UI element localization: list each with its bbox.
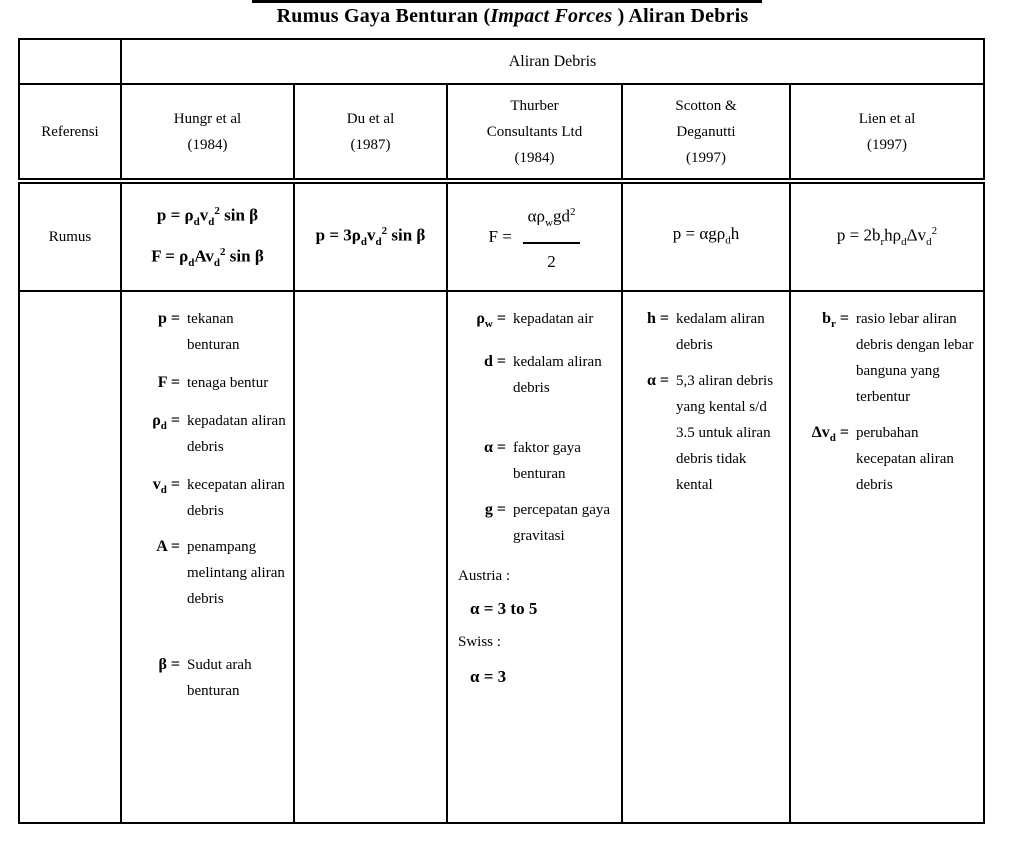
definition-symbol: $\rho_d$ = (152, 412, 180, 433)
group-header-cell: Aliran Debris (121, 39, 984, 84)
formula-cell-lien (790, 181, 984, 291)
definition-item (454, 306, 617, 337)
note-alpha-austria: α = 3 to 5 (470, 599, 538, 619)
definition-description: Sudut arah benturan (187, 657, 252, 699)
col-header-line: Deganutti (676, 123, 736, 140)
definition-description: percepatan gaya gravitasi (513, 502, 611, 545)
definition-symbol: β = (158, 656, 180, 673)
formula-cell-hungr (121, 181, 294, 291)
formula-hungr-pressure: $p = \rho_dv_d^2$ sin β (156, 204, 259, 228)
col-header-line: Lien et al (858, 110, 916, 127)
formula-row (19, 181, 984, 291)
definition-description: tekanan benturan (187, 311, 240, 353)
formula-thurber-fraction (523, 197, 581, 276)
definition-symbol: α = (646, 372, 669, 389)
definition-symbol: g = (484, 501, 506, 519)
col-header-line: (1997) (686, 149, 726, 166)
definition-item (797, 306, 979, 410)
col-header-line: (1997) (867, 136, 907, 153)
empty-definitions-label-cell (19, 291, 121, 823)
definition-item (629, 306, 785, 358)
definition-symbol: $v_d$ = (152, 476, 180, 497)
impact-forces-table (18, 38, 985, 824)
definition-item (128, 472, 289, 524)
definition-item (629, 368, 785, 498)
definition-symbol: $\rho_w$ = (476, 310, 506, 331)
definition-item (797, 420, 979, 498)
definition-description: kepadatan aliran debris (187, 413, 286, 455)
definition-symbol: $\Delta v_d$ = (811, 424, 849, 445)
col-header-line: Du et al (346, 110, 395, 127)
definition-item (454, 497, 617, 549)
definition-description: tenaga bentur (187, 375, 269, 391)
note-region-austria: Austria : (458, 568, 511, 585)
col-header-hungr (121, 84, 294, 181)
definition-item (128, 652, 289, 704)
col-header-lien (790, 84, 984, 181)
referensi-label-cell: Referensi (19, 84, 121, 181)
fraction-denominator: 2 (547, 251, 556, 271)
definitions-row (19, 291, 984, 823)
definition-symbol: p = (157, 310, 180, 327)
note-region-swiss: Swiss : (458, 634, 501, 651)
col-header-thurber (447, 84, 622, 181)
col-header-line: (1984) (187, 136, 228, 153)
title-italic: Impact Forces (490, 5, 613, 27)
definitions-hungr (121, 291, 294, 823)
col-header-line: Consultants Ltd (486, 123, 583, 140)
col-header-line: Thurber (510, 97, 559, 114)
formula-cell-thurber (447, 181, 622, 291)
col-header-scotton (622, 84, 790, 181)
note-alpha-swiss: α = 3 (470, 667, 507, 687)
formula-lien: $p = 2b_rh\rho_d\Delta v_d^2$ (836, 225, 938, 249)
definition-symbol: F = (157, 374, 180, 391)
definition-symbol: d = (483, 353, 506, 371)
formula-cell-du (294, 181, 447, 291)
definition-item (454, 349, 617, 401)
definitions-thurber (447, 291, 622, 823)
col-header-line: Hungr et al (173, 110, 242, 127)
definition-item (128, 408, 289, 460)
fraction-numerator: $\alpha\rho_wgd^2$ (523, 197, 581, 243)
formula-du: $p = 3\rho_dv_d^2$ sin β (315, 225, 426, 249)
definition-item (128, 370, 289, 396)
definition-description: kedalam aliran debris (513, 354, 602, 397)
definition-description: kepadatan air (513, 311, 594, 327)
definition-symbol: α = (483, 439, 506, 457)
reference-header-row (19, 84, 984, 181)
page-title (0, 5, 1025, 28)
rumus-label-cell: Rumus (19, 181, 121, 291)
definition-description: penampang melintang aliran debris (187, 539, 285, 607)
definition-description: perubahan kecepatan aliran debris (856, 425, 954, 493)
definition-symbol: A = (156, 538, 180, 555)
definition-description: faktor gaya benturan (513, 440, 581, 483)
definition-item (454, 435, 617, 487)
formula-scotton: p = αgρ$_d$h (672, 223, 740, 247)
definition-symbol: h = (646, 310, 669, 327)
definitions-lien (790, 291, 984, 823)
formula-cell-scotton (622, 181, 790, 291)
definitions-du-empty (294, 291, 447, 823)
definitions-scotton (622, 291, 790, 823)
group-header-row (19, 39, 984, 84)
scan-artifact-bar (252, 0, 762, 3)
title-suffix: ) Aliran Debris (612, 5, 749, 27)
formula-hungr-force: $F = \rho_dAv_d^2$ sin β (151, 246, 264, 270)
col-header-line: (1987) (350, 136, 391, 153)
col-header-du (294, 84, 447, 181)
empty-corner-cell (19, 39, 121, 84)
definition-description: 5,3 aliran debris yang kental s/d 3.5 untuk aliran debris tidak kental (676, 373, 774, 493)
formula-thurber-lhs: F = (488, 227, 512, 246)
col-header-line: (1984) (514, 149, 555, 166)
definition-item (128, 306, 289, 358)
title-prefix: Rumus Gaya Benturan ( (276, 5, 491, 27)
definition-description: kedalam aliran debris (676, 311, 765, 353)
col-header-line: Scotton & (675, 97, 737, 114)
definition-description: rasio lebar aliran debris dengan lebar banguna yang terbentur (856, 311, 974, 405)
definition-item (128, 534, 289, 612)
definition-description: kecepatan aliran debris (187, 477, 285, 519)
definition-symbol: $b_r$ = (822, 310, 849, 331)
